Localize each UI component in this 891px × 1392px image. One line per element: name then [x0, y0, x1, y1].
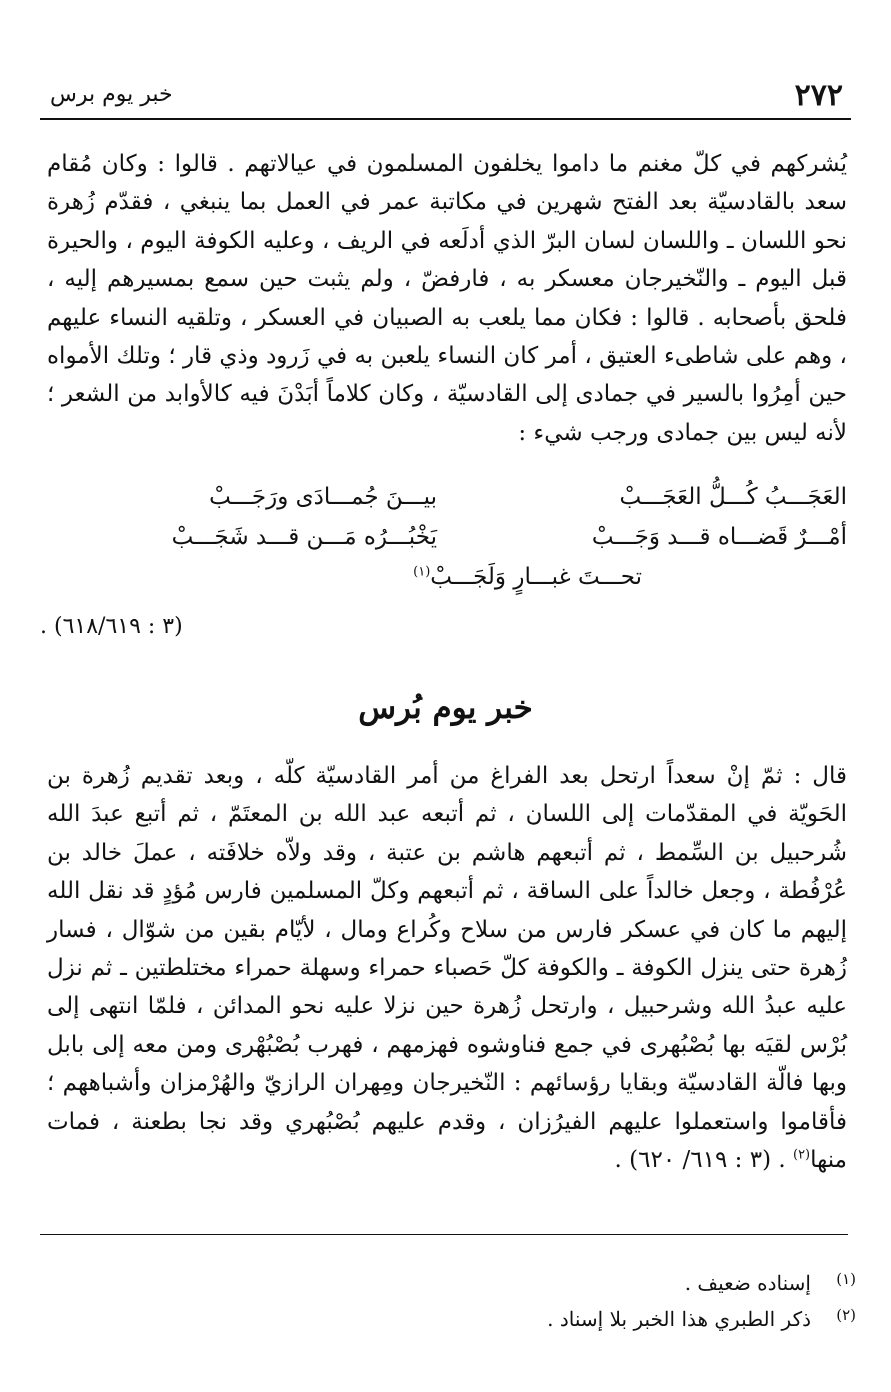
poem-line-1 [47, 478, 847, 518]
poem-hemistich: العَجَـــبُ كُـــلُّ العَجَـــبْ [619, 484, 847, 510]
footnote-mark: (٢) [836, 1306, 856, 1324]
paragraph [47, 757, 847, 1179]
footnote [51, 1265, 856, 1301]
poem-hemistich: بيـــنَ جُمـــادَى ورَجَـــبْ [209, 484, 437, 510]
footnote-ref-1[interactable]: (١) [413, 564, 431, 580]
section-two-text [47, 757, 847, 1179]
poem [47, 478, 847, 598]
footnote [51, 1301, 856, 1337]
footnote-ref-2[interactable]: (٢) [792, 1147, 811, 1163]
poem-hemistich [413, 558, 642, 596]
poem-hemistich: أمْـــرٌ قَضـــاه قـــد وَجَـــبْ [591, 524, 847, 550]
poem-line-2 [47, 518, 847, 558]
running-title: خبر يوم برس [50, 82, 173, 107]
paragraph: يُشركهم في كلّ مغنم ما داموا يخلفون المسلمون في عيالاتهم . قالوا : وكان مُقام سعد بالقادسيّة بعد الفتح شهرين في مكاتبة عمر في العمل بما ينبغي ، فقدّم زُهرة نحو اللسان ـ واللسان لسان البرّ الذي أدلَعه في الريف ، وعليه الكوفة اليوم ، والحيرة قبل اليوم ـ والنّخيرجان معسكر به ، فارفضّ ، ولم يثبت حين سمع بمسيرهم إليه ، فلحق بأصحابه . قالوا : فكان مما يلعب به الصبيان في العسكر ، وتلقيه النساء عليهم ، وهم على شاطىء العتيق ، أمر كان النساء يلعبن به في زَرود وذي قار ؛ وتلك الأمواه حين أمِرُوا بالسير في جمادى إلى القادسيّة ، وكان كلاماً أبَدْنَ فيه كالأوابد من الشعر ؛ لأنه ليس بين جمادى ورجب شيء : [47, 151, 847, 446]
poem-text: تحـــتَ غبـــارٍ وَلَجَـــبْ [430, 564, 642, 590]
poem-line-3 [47, 558, 847, 598]
section-heading: خبر يوم بُرس [358, 690, 533, 726]
source-citation: . (٣ : ٦١٩/ ٦٢٠) . [614, 1147, 786, 1174]
footnote-text: ذكر الطبري هذا الخبر بلا إسناد . [547, 1307, 811, 1331]
source-citation: (٣ : ٦١٨/٦١٩) . [40, 614, 183, 639]
page-number: ٢٧٢ [794, 78, 843, 113]
poem-hemistich: يَخْبُـــرُه مَـــن قـــد شَجَـــبْ [171, 524, 437, 550]
section-one-text [47, 145, 847, 452]
paragraph-text: قال : ثمّ إنْ سعداً ارتحل بعد الفراغ من أمر القادسيّة كلّه ، وبعد تقديم زُهرة بن الحَويّة في المقدّمات إلى اللسان ، ثم أتبعه عبد الله بن المعتَمّ ، ثم أتبع عبدَ الله شُرحبيل بن السِّمط ، ثم أتبعهم هاشم بن عتبة ، وقد ولاّه خلافَته ، عملَ خالد بن عُرْفُطة ، وجعل خالداً على الساقة ، ثم أتبعهم وكلّ المسلمين فارس مُؤدٍ قد نقل الله إليهم ما كان في عسكر فارس من سلاح وكُراع ومال ، لأيّام بقين من شوّال ، فسار زُهرة حتى ينزل الكوفة ـ والكوفة كلّ حَصباء حمراء وسهلة حمراء مختلطتين ـ ثم نزل عليه عبدُ الله وشرحبيل ، وارتحل زُهرة حين نزلا عليه نحو المدائن ، فلمّا انتهى إلى بُرْس لقيَه بها بُصْبُهرى في جمع فناوشوه فهزمهم ، فهرب بُصْبُهْرى ومن معه إلى بابل وبها فالّة القادسيّة وبقايا رؤسائهم : النّخيرجان ومِهران الرازيّ والهُرْمزان وأشباههم ؛ فأقاموا واستعملوا عليهم الفيرُزان ، وقدم عليهم بُصْبُهري وقد نجا بطعنة ، فمات منها [47, 763, 847, 1174]
footnotes [51, 1265, 856, 1337]
footnote-divider [40, 1234, 848, 1235]
footnote-mark: (١) [836, 1270, 856, 1288]
footnote-text: إسناده ضعيف . [684, 1271, 811, 1295]
running-header [40, 78, 851, 120]
